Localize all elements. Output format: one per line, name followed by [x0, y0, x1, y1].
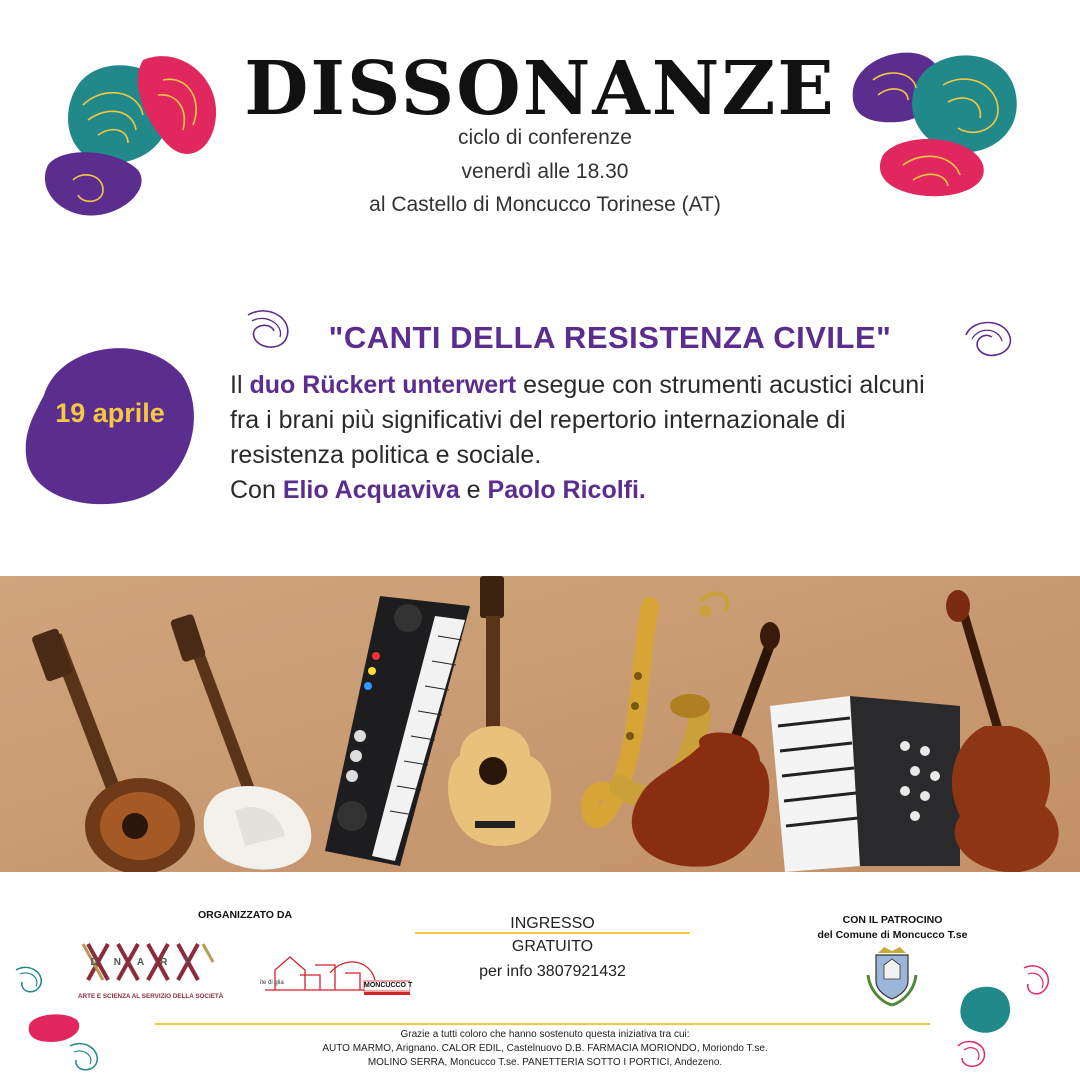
desc-text: Con [230, 476, 283, 504]
instruments-photo [0, 576, 1080, 872]
subtitle-time: venerdì alle 18.30 [461, 160, 629, 183]
town-crest-icon [864, 945, 920, 1009]
musician-name: Elio Acquaviva [282, 476, 460, 504]
dnart-tagline: ARTE E SCIENZA AL SERVIZIO DELLA SOCIETÀ [78, 993, 224, 1000]
subtitle-series: ciclo di conferenze [458, 126, 632, 149]
thanks-line2: AUTO MARMO, Arignano. CALOR EDIL, Castelnuovo D.B. FARMACIA MORIONDO, Moriondo T.se. [322, 1043, 768, 1054]
wave-swirl-icon [12, 962, 48, 998]
entry-line1: INGRESSO [510, 915, 595, 932]
dnart-logo [78, 940, 224, 1006]
moncucco-logo-small: ite di glia [260, 980, 284, 986]
entry-line2: GRATUITO [511, 938, 594, 955]
desc-text: e [459, 476, 488, 504]
decorative-blob-pink [25, 1010, 83, 1044]
event-date: 19 aprile [55, 398, 165, 428]
entry-divider [415, 932, 690, 934]
thanks-line1: Grazie a tutti coloro che hanno sostenuto questa iniziativa tra cui: [400, 1029, 690, 1040]
wave-swirl-icon [66, 1040, 104, 1074]
talk-title: "CANTI DELLA RESISTENZA CIVILE" [328, 320, 892, 355]
desc-text: esegue con strumenti acustici alcuni [516, 371, 925, 399]
logo-underline [364, 992, 410, 995]
dnart-logo-letters: DNART [90, 957, 206, 968]
performer-name: duo Rückert unterwert [249, 371, 517, 399]
wave-swirl-icon [952, 1036, 992, 1072]
footer-divider [155, 1023, 930, 1025]
event-description [230, 368, 1020, 508]
patronage-line2: del Comune di Moncucco T.se [817, 929, 968, 941]
moncucco-logo [260, 945, 413, 1005]
info-phone: per info 3807921432 [479, 963, 626, 980]
organized-by-label: ORGANIZZATO DA [197, 909, 293, 921]
wave-swirl-icon [1018, 962, 1056, 1000]
patronage-line1: CON IL PATROCINO [842, 914, 943, 926]
page-title: DISSONANZE [244, 46, 836, 132]
desc-text: resistenza politica e sociale. [230, 441, 542, 469]
accordion-icon [770, 696, 960, 872]
decorative-blob-teal [955, 980, 1013, 1038]
moncucco-logo-text: MONCUCCO T [364, 982, 413, 989]
desc-text: fra i brani più significativi del repertorio internazionale di [230, 406, 846, 434]
desc-text: Il [230, 371, 250, 399]
thanks-line3: MOLINO SERRA, Moncucco T.se. PANETTERIA SOTTO I PORTICI, Andezeno. [367, 1057, 723, 1068]
musician-name: Paolo Ricolfi. [487, 476, 646, 504]
subtitle-location: al Castello di Moncucco Torinese (AT) [369, 193, 721, 216]
